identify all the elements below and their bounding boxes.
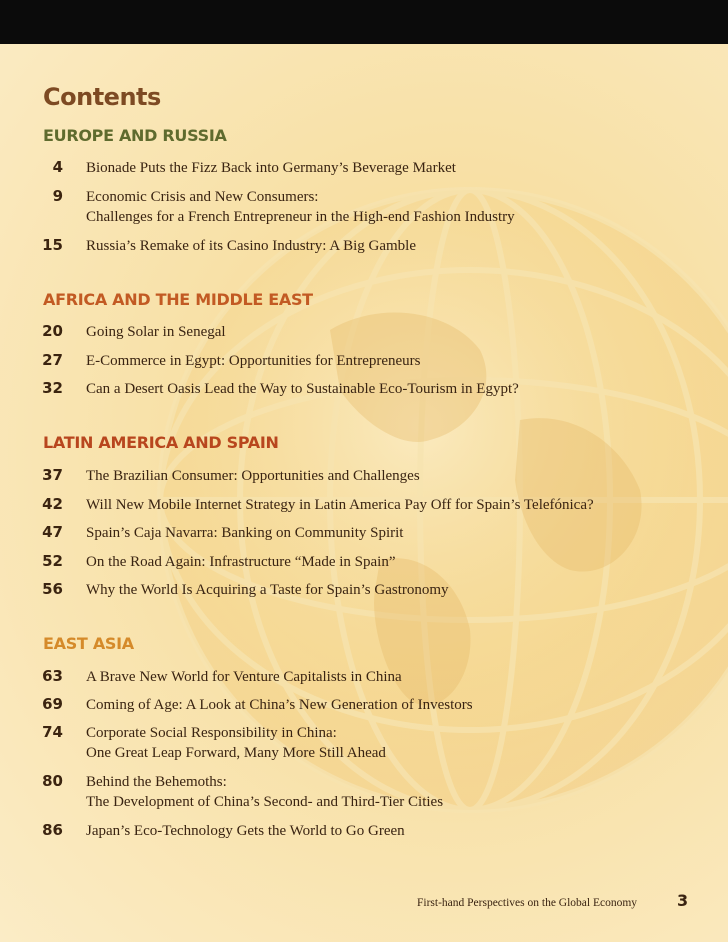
- entry-title: On the Road Again: Infrastructure “Made in Spain”: [86, 554, 396, 570]
- entry-page-number: 42: [42, 495, 63, 513]
- footer-tagline: First-hand Perspectives on the Global Economy: [417, 897, 638, 909]
- entry-page-number: 74: [42, 723, 63, 741]
- entry-title: Economic Crisis and New Consumers:: [86, 189, 319, 205]
- entry-title: Behind the Behemoths:: [86, 774, 227, 790]
- page-number: 3: [677, 891, 689, 910]
- entry-subtitle: Challenges for a French Entrepreneur in the High-end Fashion Industry: [86, 209, 515, 225]
- entry-page-number: 37: [42, 466, 63, 484]
- entry-title: Bionade Puts the Fizz Back into Germany’s Beverage Market: [86, 160, 456, 176]
- entry-page-number: 63: [42, 667, 63, 685]
- entry-page-number: 86: [42, 821, 63, 839]
- entry-page-number: 15: [42, 236, 63, 254]
- entry-title: Russia’s Remake of its Casino Industry: A Big Gamble: [86, 238, 416, 254]
- entry-title: Spain’s Caja Navarra: Banking on Community Spirit: [86, 525, 404, 541]
- entry-page-number: 80: [42, 772, 63, 790]
- entry-title: Coming of Age: A Look at China’s New Generation of Investors: [86, 697, 473, 713]
- entry-page-number: 47: [42, 523, 63, 541]
- entry-title: A Brave New World for Venture Capitalists in China: [86, 669, 402, 685]
- section-heading: EAST ASIA: [43, 634, 134, 653]
- entry-page-number: 56: [42, 580, 63, 598]
- entry-title: Can a Desert Oasis Lead the Way to Sustainable Eco-Tourism in Egypt?: [86, 381, 519, 397]
- page-title: Contents: [43, 83, 161, 111]
- entry-title: Japan’s Eco-Technology Gets the World to Go Green: [86, 823, 405, 839]
- entry-page-number: 4: [52, 158, 63, 176]
- entry-page-number: 20: [42, 322, 63, 340]
- entry-subtitle: The Development of China’s Second- and Third-Tier Cities: [86, 794, 444, 810]
- entry-title: Corporate Social Responsibility in China:: [86, 725, 337, 741]
- section-heading: AFRICA AND THE MIDDLE EAST: [43, 290, 313, 309]
- entry-subtitle: One Great Leap Forward, Many More Still Ahead: [86, 745, 386, 761]
- section-heading: LATIN AMERICA AND SPAIN: [43, 433, 279, 452]
- section-heading: EUROPE AND RUSSIA: [43, 126, 227, 145]
- entry-title: Going Solar in Senegal: [86, 324, 226, 340]
- entry-page-number: 69: [42, 695, 63, 713]
- entry-page-number: 9: [52, 187, 63, 205]
- entry-title: The Brazilian Consumer: Opportunities and Challenges: [86, 468, 420, 484]
- entry-title: Will New Mobile Internet Strategy in Latin America Pay Off for Spain’s Telefónica?: [86, 497, 594, 513]
- entry-title: Why the World Is Acquiring a Taste for Spain’s Gastronomy: [86, 582, 449, 598]
- entry-page-number: 27: [42, 351, 63, 369]
- entry-title: E-Commerce in Egypt: Opportunities for Entrepreneurs: [86, 353, 421, 369]
- entry-page-number: 32: [42, 379, 63, 397]
- entry-page-number: 52: [42, 552, 63, 570]
